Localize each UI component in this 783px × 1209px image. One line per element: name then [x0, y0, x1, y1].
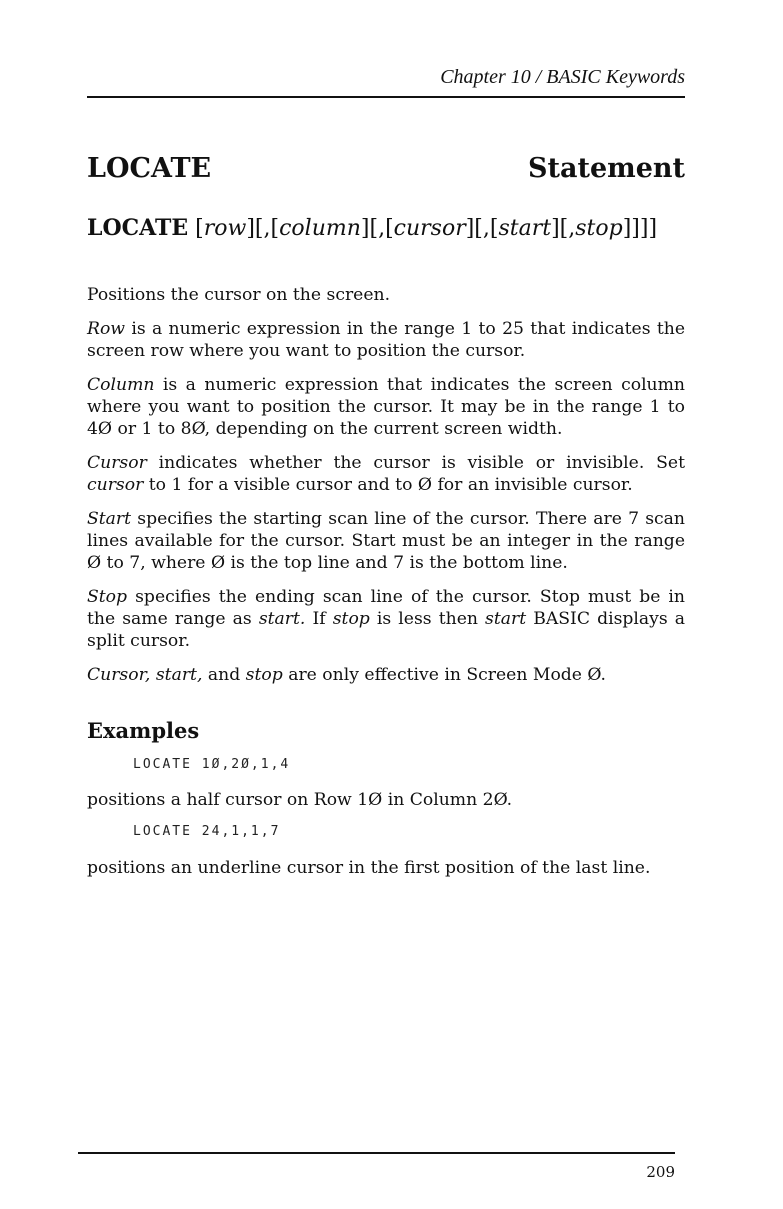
term: Cursor, start,	[87, 665, 203, 685]
text: to 1 for a visible cursor and to Ø for an invisible cursor.	[143, 475, 633, 495]
keyword-title: LOCATE	[87, 153, 212, 184]
description-body	[87, 284, 685, 698]
syntax-param-column: column	[279, 216, 361, 241]
page-number: 209	[646, 1163, 675, 1181]
syntax-param-row: row	[203, 216, 247, 241]
code-example-1: LOCATE 1Ø,2Ø,1,4	[133, 757, 291, 772]
syntax-sep: ][,[	[465, 216, 499, 241]
syntax-sep: ]]]]	[622, 216, 658, 241]
footer-rule	[78, 1152, 675, 1154]
syntax-param-cursor: cursor	[393, 216, 466, 241]
syntax-param-stop: stop	[575, 216, 623, 241]
text: If	[305, 609, 333, 629]
syntax-sep: ][,	[551, 216, 576, 241]
term: Row	[87, 319, 126, 339]
term: start	[485, 609, 527, 629]
row-paragraph	[87, 318, 685, 362]
examples-heading: Examples	[87, 718, 200, 743]
column-paragraph	[87, 374, 685, 440]
term: Stop	[87, 587, 128, 607]
mode-paragraph	[87, 664, 685, 686]
text: BASIC displays a split cursor.	[87, 609, 686, 651]
example-description-2: positions an underline cursor in the first position of the last line.	[87, 858, 651, 878]
stop-paragraph	[87, 586, 685, 652]
term: cursor	[87, 475, 144, 495]
syntax-param-start: start	[498, 216, 552, 241]
cursor-paragraph	[87, 452, 685, 496]
text: specifies the starting scan line of the cursor. There are 7 scan lines available for the cursor. Start must be an integer in the range Ø to 7, where Ø is the top line and 7 is the bottom line.	[87, 509, 685, 573]
syntax-sep: ][,[	[246, 216, 280, 241]
text: is less then	[369, 609, 486, 629]
text: is a numeric expression that indicates the screen column where you want to position the cursor. It may be in the range 1 to 4Ø or 1 to 8Ø, depending on the current screen width.	[87, 375, 685, 439]
code-example-2: LOCATE 24,1,1,7	[133, 824, 281, 839]
text: is a numeric expression in the range 1 to 25 that indicates the screen row where you want to position the cursor.	[87, 319, 685, 361]
running-header: Chapter 10 / BASIC Keywords	[440, 66, 685, 88]
statement-label: Statement	[528, 153, 685, 184]
syntax-sep: ][,[	[360, 216, 394, 241]
syntax-keyword: LOCATE	[87, 215, 189, 241]
text: specifies the ending scan line of the cursor. Stop must be in the same range as	[87, 587, 685, 629]
text: are only effective in Screen Mode Ø.	[282, 665, 606, 685]
syntax-line	[87, 215, 685, 241]
term: stop	[332, 609, 370, 629]
term: Start	[87, 509, 132, 529]
syntax-bracket: [	[195, 216, 204, 241]
entry-title	[87, 153, 685, 184]
term: Cursor	[87, 453, 147, 473]
intro-paragraph: Positions the cursor on the screen.	[87, 285, 391, 305]
text: indicates whether the cursor is visible or invisible. Set	[146, 453, 685, 473]
term: stop	[245, 665, 283, 685]
text: and	[202, 665, 246, 685]
header-rule	[87, 96, 685, 98]
example-description-1: positions a half cursor on Row 1Ø in Column 2Ø.	[87, 790, 513, 810]
term: Column	[87, 375, 155, 395]
term: start.	[258, 609, 306, 629]
start-paragraph	[87, 508, 685, 574]
